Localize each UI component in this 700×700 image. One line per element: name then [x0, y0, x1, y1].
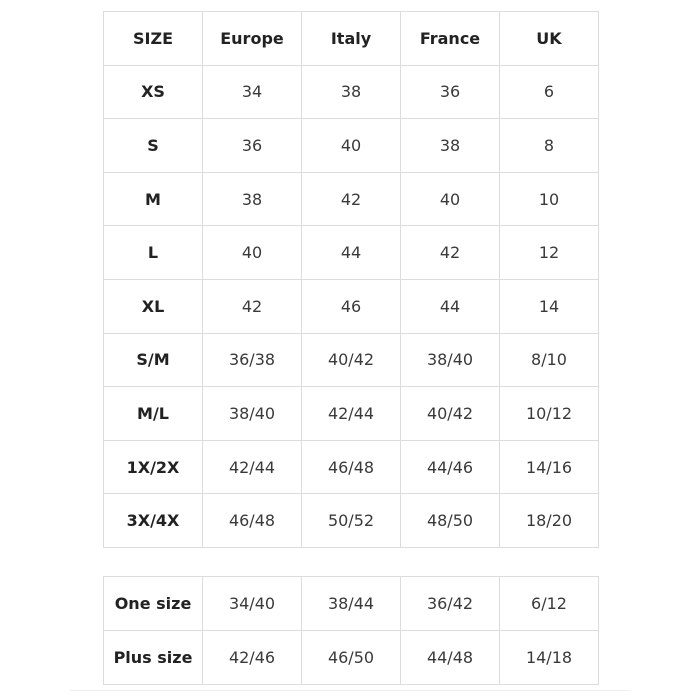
table-row [104, 65, 599, 119]
france-cell: 42 [401, 226, 500, 280]
size-label: M [104, 172, 203, 226]
size-label: XS [104, 65, 203, 119]
size-label: S [104, 119, 203, 173]
uk-cell: 6 [500, 65, 599, 119]
header-italy: Italy [302, 12, 401, 66]
header-size: SIZE [104, 12, 203, 66]
france-cell: 36/42 [401, 577, 500, 631]
france-cell: 36 [401, 65, 500, 119]
italy-cell: 50/52 [302, 494, 401, 548]
table-row [104, 333, 599, 387]
france-cell: 38 [401, 119, 500, 173]
header-france: France [401, 12, 500, 66]
table-row [104, 577, 599, 631]
europe-cell: 40 [203, 226, 302, 280]
table-header-row [104, 12, 599, 66]
france-cell: 40/42 [401, 387, 500, 441]
table-row [104, 172, 599, 226]
france-cell: 44/48 [401, 631, 500, 685]
uk-cell: 8 [500, 119, 599, 173]
size-label: 1X/2X [104, 440, 203, 494]
europe-cell: 46/48 [203, 494, 302, 548]
table-row [104, 440, 599, 494]
table-row [104, 279, 599, 333]
table-row [104, 226, 599, 280]
table-row [104, 119, 599, 173]
bottom-divider [70, 690, 630, 691]
italy-cell: 38 [302, 65, 401, 119]
table-row [104, 494, 599, 548]
italy-cell: 46/50 [302, 631, 401, 685]
size-label: L [104, 226, 203, 280]
header-uk: UK [500, 12, 599, 66]
italy-cell: 42/44 [302, 387, 401, 441]
france-cell: 44/46 [401, 440, 500, 494]
europe-cell: 34/40 [203, 577, 302, 631]
europe-cell: 34 [203, 65, 302, 119]
europe-cell: 38/40 [203, 387, 302, 441]
italy-cell: 40/42 [302, 333, 401, 387]
italy-cell: 42 [302, 172, 401, 226]
france-cell: 48/50 [401, 494, 500, 548]
france-cell: 40 [401, 172, 500, 226]
size-label: 3X/4X [104, 494, 203, 548]
europe-cell: 36/38 [203, 333, 302, 387]
header-europe: Europe [203, 12, 302, 66]
france-cell: 38/40 [401, 333, 500, 387]
size-label: M/L [104, 387, 203, 441]
uk-cell: 18/20 [500, 494, 599, 548]
europe-cell: 38 [203, 172, 302, 226]
uk-cell: 8/10 [500, 333, 599, 387]
size-label: XL [104, 279, 203, 333]
table-row [104, 387, 599, 441]
europe-cell: 42 [203, 279, 302, 333]
italy-cell: 46/48 [302, 440, 401, 494]
uk-cell: 12 [500, 226, 599, 280]
uk-cell: 10/12 [500, 387, 599, 441]
uk-cell: 6/12 [500, 577, 599, 631]
italy-cell: 38/44 [302, 577, 401, 631]
size-conversion-table [103, 11, 599, 548]
italy-cell: 44 [302, 226, 401, 280]
uk-cell: 14 [500, 279, 599, 333]
europe-cell: 42/44 [203, 440, 302, 494]
size-label: Plus size [104, 631, 203, 685]
special-sizes-table [103, 576, 599, 685]
europe-cell: 42/46 [203, 631, 302, 685]
europe-cell: 36 [203, 119, 302, 173]
italy-cell: 40 [302, 119, 401, 173]
uk-cell: 14/18 [500, 631, 599, 685]
italy-cell: 46 [302, 279, 401, 333]
size-label: S/M [104, 333, 203, 387]
table-row [104, 631, 599, 685]
size-label: One size [104, 577, 203, 631]
uk-cell: 10 [500, 172, 599, 226]
france-cell: 44 [401, 279, 500, 333]
uk-cell: 14/16 [500, 440, 599, 494]
